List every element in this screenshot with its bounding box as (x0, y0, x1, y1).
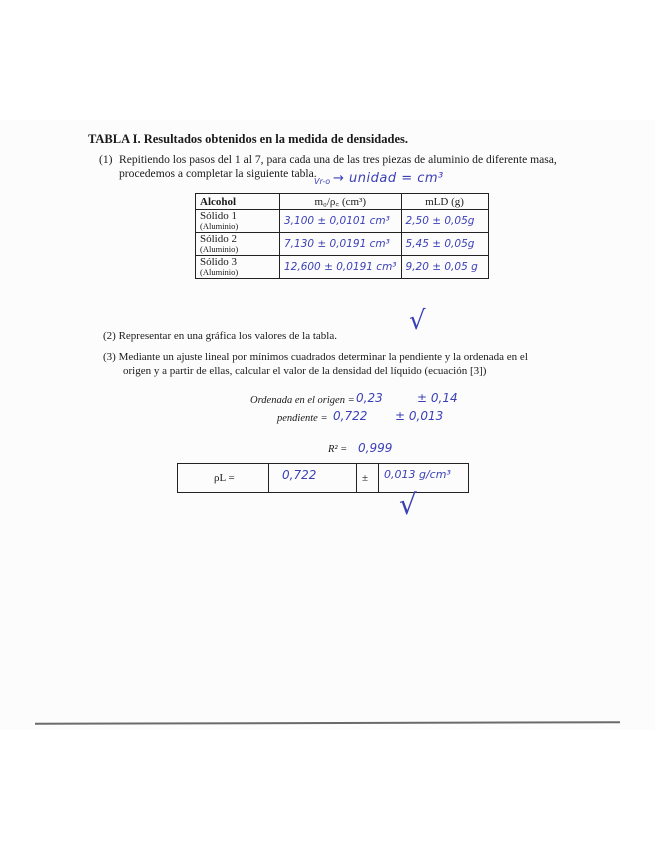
row-sublabel: (Aluminio) (200, 244, 239, 254)
ordenada-value: 0,23 (356, 391, 383, 405)
result-error: 0,013 g/cm³ (384, 468, 451, 481)
pendiente-error: ± 0,013 (395, 409, 444, 423)
row-sublabel: (Aluminio) (200, 267, 239, 277)
pendiente-value: 0,722 (333, 409, 368, 423)
header-mass (401, 194, 488, 210)
table-row (196, 210, 489, 233)
header-alcohol: Alcohol (196, 194, 280, 210)
paragraph-3-line1: (3) Mediante un ajuste lineal por mínimos cuadrados determinar la pendiente y la ordenada en el (103, 351, 528, 363)
density-table (195, 193, 489, 279)
header-volume (280, 194, 402, 210)
paragraph-1-number: (1) (99, 153, 113, 166)
ordenada-error: ± 0,14 (417, 391, 458, 405)
table-header-row (196, 194, 489, 210)
row-label (196, 210, 280, 233)
ordenada-label: Ordenada en el origen = (250, 395, 355, 406)
row-label-text: Sólido 1 (200, 210, 237, 222)
handwritten-vro: Vr-o (314, 177, 331, 186)
row-label (196, 256, 280, 279)
result-pm: ± (362, 472, 369, 484)
result-label: ρL = (214, 472, 235, 484)
density-result-box (177, 463, 469, 493)
paragraph-1-line1: Repitiendo los pasos del 1 al 7, para cada una de las tres piezas de aluminio de diferente masa, (119, 153, 557, 166)
volume-cell: 7,130 ± 0,0191 cm³ (280, 233, 402, 256)
checkmark-icon: √ (409, 306, 426, 336)
table-row (196, 233, 489, 256)
r2-label: R² = (328, 444, 348, 455)
mass-cell: 5,45 ± 0,05g (401, 233, 488, 256)
paragraph-1-line2: procedemos a completar la siguiente tabla. (119, 167, 317, 180)
row-label-text: Sólido 3 (200, 256, 237, 268)
paragraph-3 (103, 350, 573, 378)
result-value: 0,722 (282, 468, 317, 482)
r2-value: 0,999 (358, 441, 393, 455)
row-sublabel: (Aluminio) (200, 221, 239, 231)
row-label (196, 233, 280, 256)
mass-cell: 2,50 ± 0,05g (401, 210, 488, 233)
volume-cell: 12,600 ± 0,0191 cm³ (280, 256, 402, 279)
paragraph-2: (2) Representar en una gráfica los valores de la tabla. (103, 330, 337, 342)
table-title: TABLA I. Resultados obtenidos en la medida de densidades. (88, 132, 408, 146)
row-label-text: Sólido 2 (200, 233, 237, 245)
header-mass-label: mLD (g) (425, 195, 464, 208)
table-row (196, 256, 489, 279)
handwritten-unit-note: → unidad = cm³ (333, 171, 444, 186)
paragraph-3-line2: origen y a partir de ellas, calcular el valor de la densidad del líquido (ecuación [3]) (123, 365, 487, 377)
header-volume-label: m₀/ρ꜀ (cm³) (314, 196, 367, 208)
checkmark-icon: √ (399, 488, 417, 521)
mass-cell: 9,20 ± 0,05 g (401, 256, 488, 279)
volume-cell: 3,100 ± 0,0101 cm³ (280, 210, 402, 233)
pendiente-label: pendiente = (277, 413, 328, 424)
